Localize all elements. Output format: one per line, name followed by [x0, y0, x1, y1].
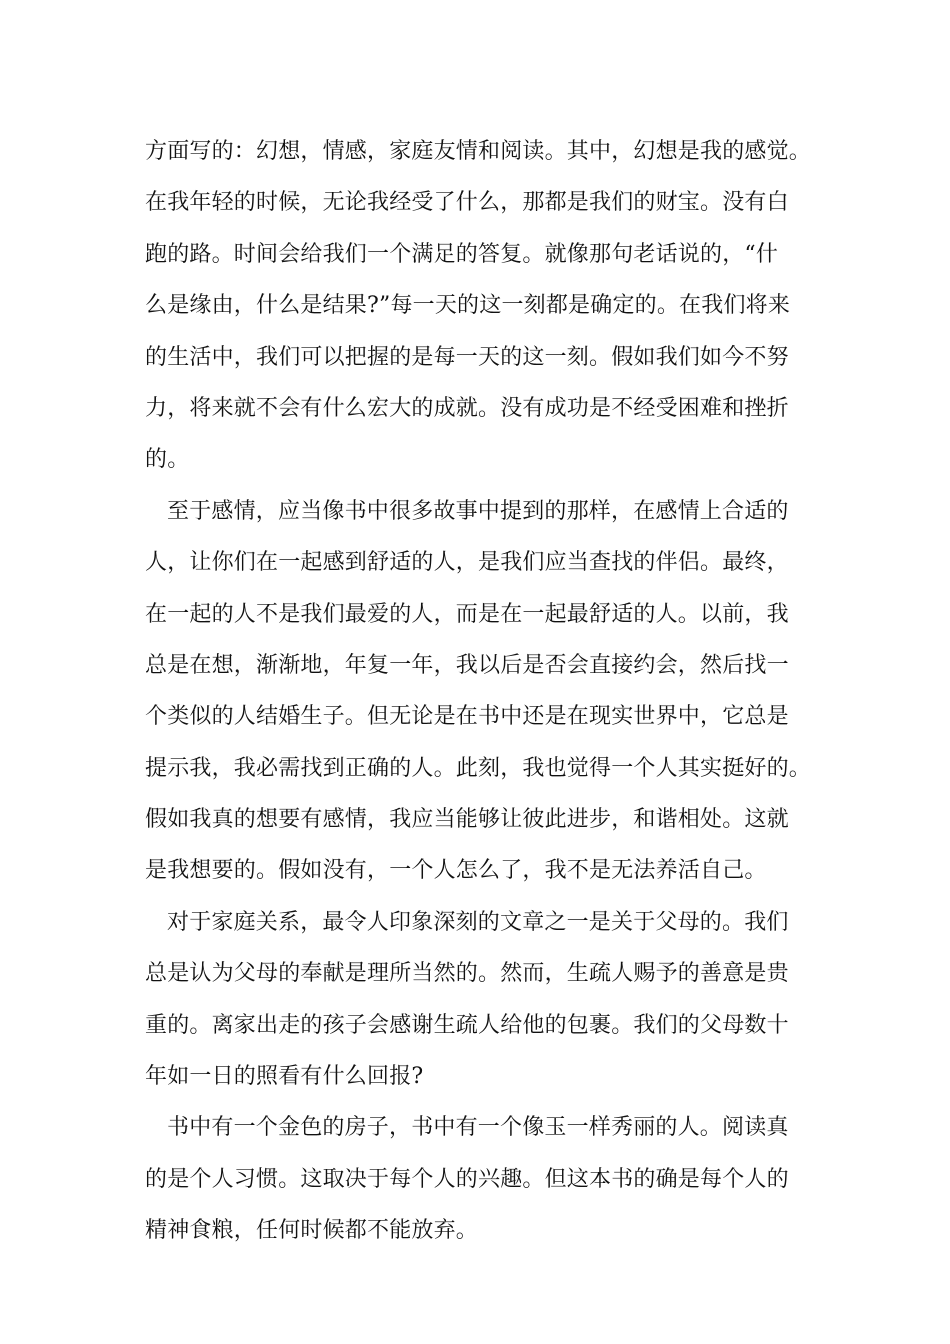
text-line: 么是缘由，什么是结果?”每一天的这一刻都是确定的。在我们将来 [145, 293, 791, 319]
text-line: 是我想要的。假如没有，一个人怎么了，我不是无法养活自己。 [145, 858, 767, 884]
text-line: 在我年轻的时候，无论我经受了什么，那都是我们的财宝。没有白 [145, 190, 789, 216]
text-line: 年如一日的照看有什么回报? [145, 1064, 424, 1090]
paragraph-first-line: 至于感情，应当像书中很多故事中提到的那样，在感情上合适的 [167, 498, 789, 524]
text-line: 假如我真的想要有感情，我应当能够让彼此进步，和谐相处。这就 [145, 807, 789, 833]
text-line: 力，将来就不会有什么宏大的成就。没有成功是不经受困难和挫折 [145, 395, 789, 421]
text-line: 精神食粮，任何时候都不能放弃。 [145, 1218, 479, 1244]
paragraph-first-line: 书中有一个金色的房子，书中有一个像玉一样秀丽的人。阅读真 [167, 1115, 789, 1141]
text-line: 个类似的人结婚生子。但无论是在书中还是在现实世界中，它总是 [145, 704, 789, 730]
text-line: 在一起的人不是我们最爱的人，而是在一起最舒适的人。以前，我 [145, 601, 789, 627]
paragraph-first-line: 对于家庭关系，最令人印象深刻的文章之一是关于父母的。我们 [167, 909, 789, 935]
document-body [145, 126, 835, 1257]
text-line: 方面写的：幻想，情感，家庭友情和阅读。其中，幻想是我的感觉。 [145, 139, 812, 164]
text-line: 总是在想，渐渐地，年复一年，我以后是否会直接约会，然后找一 [145, 652, 789, 678]
text-line: 提示我，我必需找到正确的人。此刻，我也觉得一个人其实挺好的。 [145, 755, 812, 781]
text-line: 人，让你们在一起感到舒适的人，是我们应当查找的伴侣。最终， [145, 550, 789, 576]
text-line: 总是认为父母的奉献是理所当然的。然而，生疏人赐予的善意是贵 [145, 961, 789, 987]
text-line: 跑的路。时间会给我们一个满足的答复。就像那句老话说的，“什 [145, 241, 779, 267]
text-line: 的是个人习惯。这取决于每个人的兴趣。但这本书的确是每个人的 [145, 1166, 789, 1192]
text-line: 重的。离家出走的孩子会感谢生疏人给他的包裹。我们的父母数十 [145, 1012, 789, 1038]
text-line: 的生活中，我们可以把握的是每一天的这一刻。假如我们如今不努 [145, 344, 789, 370]
text-line: 的。 [145, 447, 190, 473]
